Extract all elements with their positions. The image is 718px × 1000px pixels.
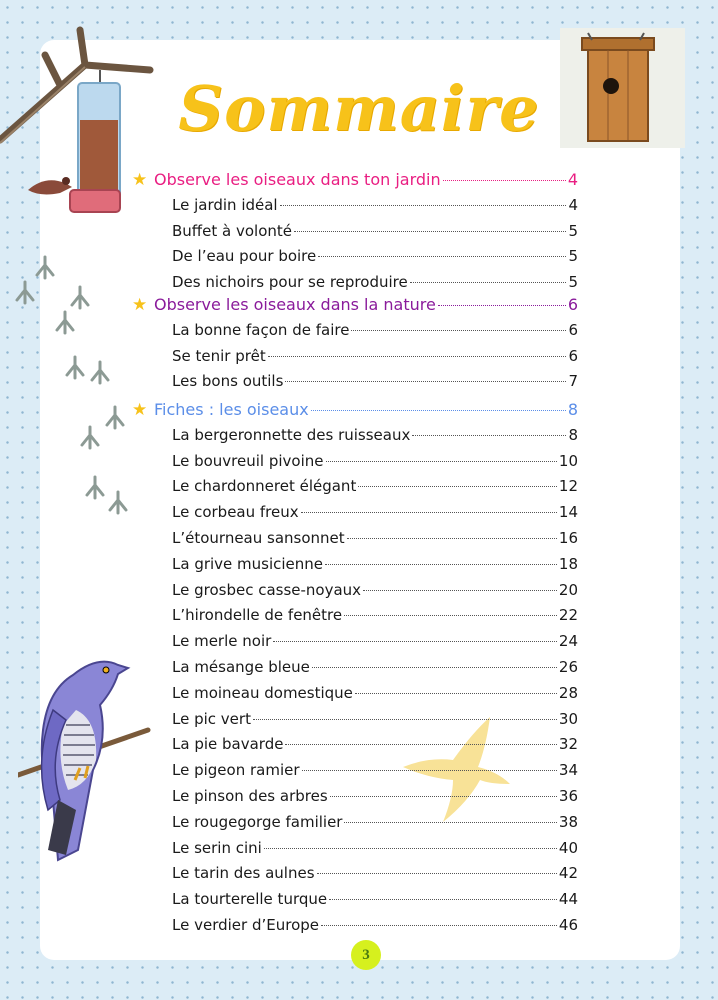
- entry-page: 44: [558, 890, 578, 909]
- toc-entry[interactable]: [172, 890, 578, 914]
- toc-section-2[interactable]: [132, 295, 578, 319]
- page-number-badge: 3: [351, 940, 381, 970]
- entry-label: La grive musicienne: [172, 554, 324, 573]
- entry-label: Se tenir prêt: [172, 346, 266, 365]
- entry-page: 18: [558, 554, 578, 573]
- toc-entry[interactable]: [172, 839, 578, 863]
- entry-label: La mésange bleue: [172, 658, 310, 676]
- toc-entry[interactable]: [172, 196, 578, 220]
- entry-page: 6: [568, 320, 578, 339]
- dot-leader: [318, 256, 566, 257]
- entry-page: 26: [558, 658, 578, 676]
- dot-leader: [329, 899, 557, 900]
- dot-leader: [311, 410, 566, 411]
- dot-leader: [363, 590, 557, 591]
- dot-leader: [410, 282, 567, 283]
- dot-leader: [280, 205, 567, 206]
- entry-page: 28: [558, 683, 578, 702]
- toc-entry[interactable]: [172, 606, 578, 630]
- entry-page: 16: [558, 529, 578, 547]
- section-page: 4: [567, 170, 578, 189]
- section-title: Observe les oiseaux dans la nature: [154, 295, 436, 314]
- entry-label: Le tarin des aulnes: [172, 864, 315, 883]
- star-icon: ★: [132, 170, 148, 190]
- entry-page: 30: [558, 709, 578, 728]
- entry-page: 5: [568, 247, 578, 266]
- entry-page: 5: [568, 221, 578, 240]
- dot-leader: [344, 822, 556, 823]
- dot-leader: [347, 538, 557, 539]
- dot-leader: [312, 667, 557, 668]
- entry-page: 24: [558, 632, 578, 651]
- entry-page: 34: [558, 761, 578, 780]
- entry-label: Le pic vert: [172, 709, 251, 728]
- page-title: Sommaire: [178, 72, 540, 145]
- dot-leader: [351, 330, 566, 331]
- dot-leader: [443, 180, 566, 181]
- entry-page: 7: [568, 372, 578, 391]
- toc-entry[interactable]: [172, 658, 578, 682]
- entry-page: 42: [558, 864, 578, 883]
- dot-leader: [268, 356, 567, 357]
- toc-section-1[interactable]: [132, 170, 578, 194]
- entry-label: Le corbeau freux: [172, 503, 299, 522]
- dot-leader: [326, 461, 557, 462]
- entry-label: Le pigeon ramier: [172, 761, 300, 780]
- dot-leader: [358, 486, 557, 487]
- entry-label: L’hirondelle de fenêtre: [172, 606, 343, 625]
- section-page: 6: [567, 295, 578, 314]
- entry-page: 6: [568, 346, 578, 365]
- toc-entry[interactable]: [172, 632, 578, 656]
- toc-entry[interactable]: [172, 916, 578, 940]
- entry-page: 22: [558, 606, 578, 625]
- toc-entry[interactable]: [172, 787, 578, 811]
- section-page: 8: [567, 400, 578, 419]
- toc-entry[interactable]: [172, 581, 578, 605]
- entry-page: 20: [558, 580, 578, 599]
- entry-label: Le moineau domestique: [172, 683, 353, 702]
- toc-section-3[interactable]: [132, 400, 578, 424]
- toc-entry[interactable]: [172, 503, 578, 527]
- entry-label: De l’eau pour boire: [172, 247, 317, 266]
- star-icon: ★: [132, 400, 148, 420]
- dot-leader: [301, 512, 557, 513]
- entry-label: Les bons outils: [172, 372, 284, 391]
- entry-page: 4: [568, 195, 578, 214]
- entry-label: La bergeronnette des ruisseaux: [172, 425, 411, 444]
- toc-entry[interactable]: [172, 477, 578, 501]
- entry-page: 5: [568, 273, 578, 292]
- section-title: Observe les oiseaux dans ton jardin: [154, 170, 441, 189]
- entry-page: 38: [558, 812, 578, 831]
- toc-entry[interactable]: [172, 452, 578, 476]
- entry-label: Le chardonneret élégant: [172, 477, 357, 496]
- entry-label: Le rougegorge familier: [172, 812, 343, 831]
- toc-entry[interactable]: [172, 247, 578, 271]
- entry-page: 10: [558, 451, 578, 470]
- toc-entry[interactable]: [172, 761, 578, 785]
- dot-leader: [355, 693, 557, 694]
- toc-entry[interactable]: [172, 555, 578, 579]
- toc-entry[interactable]: [172, 864, 578, 888]
- dot-leader: [253, 719, 557, 720]
- entry-label: Le merle noir: [172, 632, 272, 651]
- entry-label: Le grosbec casse-noyaux: [172, 580, 362, 599]
- toc-entry[interactable]: [172, 347, 578, 371]
- section-title: Fiches : les oiseaux: [154, 400, 309, 419]
- entry-label: Le jardin idéal: [172, 195, 278, 214]
- dot-leader: [302, 770, 557, 771]
- entry-page: 32: [558, 735, 578, 754]
- toc-entry[interactable]: [172, 529, 578, 553]
- toc-entry[interactable]: [172, 372, 578, 396]
- entry-label: Le serin cini: [172, 838, 262, 857]
- toc-entry[interactable]: [172, 321, 578, 345]
- toc-entry[interactable]: [172, 273, 578, 297]
- entry-label: Le verdier d’Europe: [172, 916, 319, 934]
- toc-entry[interactable]: [172, 426, 578, 450]
- dot-leader: [294, 231, 566, 232]
- entry-label: La bonne façon de faire: [172, 320, 350, 339]
- toc-entry[interactable]: [172, 684, 578, 708]
- star-icon: ★: [132, 295, 148, 315]
- entry-page: 8: [568, 425, 578, 444]
- entry-label: Le pinson des arbres: [172, 787, 328, 805]
- entry-page: 14: [558, 503, 578, 522]
- dot-leader: [321, 925, 557, 926]
- dot-leader: [285, 381, 566, 382]
- dot-leader: [344, 615, 557, 616]
- dot-leader: [325, 564, 557, 565]
- dot-leader: [330, 796, 557, 797]
- dot-leader: [264, 848, 557, 849]
- entry-label: Buffet à volonté: [172, 221, 292, 240]
- entry-page: 36: [558, 787, 578, 805]
- toc-entry[interactable]: [172, 710, 578, 734]
- dot-leader: [273, 641, 557, 642]
- entry-label: La pie bavarde: [172, 735, 284, 754]
- entry-page: 12: [558, 477, 578, 496]
- toc-entry[interactable]: [172, 222, 578, 246]
- entry-page: 46: [558, 916, 578, 934]
- toc-entry[interactable]: [172, 735, 578, 759]
- entry-label: Le bouvreuil pivoine: [172, 451, 324, 470]
- dot-leader: [412, 435, 566, 436]
- entry-page: 40: [558, 838, 578, 857]
- dot-leader: [317, 873, 557, 874]
- dot-leader: [438, 305, 566, 306]
- entry-label: Des nichoirs pour se reproduire: [172, 273, 408, 292]
- dot-leader: [285, 744, 556, 745]
- toc-entry[interactable]: [172, 813, 578, 837]
- entry-label: L’étourneau sansonnet: [172, 529, 345, 547]
- entry-label: La tourterelle turque: [172, 890, 328, 909]
